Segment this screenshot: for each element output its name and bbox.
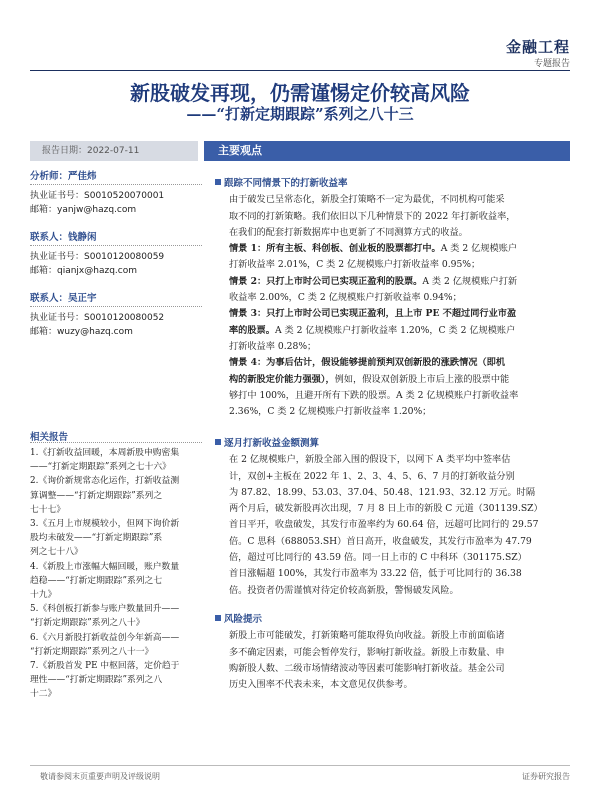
related-reports-list	[30, 446, 200, 702]
bold-text: 情景 1：所有主板、科创板、创业板的股票都打中。	[229, 243, 441, 255]
scenario-line	[229, 339, 568, 355]
scenario-line	[229, 306, 568, 322]
report-type: 专题报告	[533, 59, 570, 69]
section-title	[215, 612, 568, 628]
related-line[interactable]: ——“打新定期跟踪”系列之七十六》	[30, 462, 171, 473]
bold-text: 情景 3：只打上市时公司已实现正盈利，且上市 PE 不超过同行业市盈	[229, 308, 517, 320]
body-line: 在 2 亿规模账户，新股全部入围的假设下，以网下 A 类平均中签率估	[229, 454, 511, 466]
footer-divider	[30, 765, 570, 766]
plain-text: A 类 2 亿规模账户打新收益率 1.20%，C 类 2 亿规模账户	[274, 324, 516, 336]
intro-line: 由于破发已呈常态化，新股全打策略不一定为最优，不同机构可能采	[229, 194, 505, 206]
analyst-block	[30, 290, 202, 339]
bullet-square-icon	[215, 179, 221, 185]
scenario-line	[229, 274, 568, 290]
analyst-email[interactable]: 邮箱：wuzy@hazq.com	[30, 327, 133, 337]
scenario-line	[229, 404, 568, 420]
bold-text: 情景 2：只打上市时公司已实现正盈利的股票。	[229, 275, 423, 287]
related-line[interactable]: 十二》	[30, 689, 57, 700]
related-line[interactable]: 七十七》	[30, 504, 66, 515]
related-line[interactable]: 理性——“打新定期跟踪”系列之八	[30, 675, 163, 686]
footer-label: 证券研究报告	[522, 772, 570, 781]
header-divider	[30, 70, 570, 71]
bullet-square-icon	[215, 439, 221, 445]
scenario-line	[229, 388, 568, 404]
related-line[interactable]: 3.《五月上市规模较小，但网下询价新	[30, 519, 180, 530]
body-line: 首日平开，收盘破发，其发行市盈率约为 60.64 倍，远超可比同行的 29.57	[229, 519, 539, 531]
section-title-text: 逐月打新收益金额测算	[224, 438, 320, 449]
bold-text: 构的新股定价能力强强），	[229, 373, 335, 385]
related-line[interactable]: 7.《新股首发 PE 中枢回落，定价趋于	[30, 661, 180, 672]
related-line[interactable]: 4.《新股上市涨幅大幅回暖，账户数量	[30, 561, 180, 572]
analyst-email[interactable]: 邮箱：yanjw@hazq.com	[30, 205, 137, 215]
section-tracking	[215, 176, 568, 420]
analyst-block	[30, 168, 202, 217]
report-date-bar: 报告日期：2022-07-11	[30, 141, 198, 161]
related-line[interactable]: 算调整——“打新定期跟踪”系列之	[30, 490, 163, 501]
related-line[interactable]: 十九》	[30, 590, 57, 601]
body-line: 倍。投资者仍需谨慎对待定价较高新股，警惕破发风险。	[229, 584, 459, 596]
plain-text: 打新收益率 2.01%，C 类 2 亿规模账户打新收益率 0.95%；	[229, 259, 481, 271]
body-line: 多不确定因素，可能会暂停发行，影响打新收益。新股上市数量、申	[229, 646, 505, 658]
report-title: 新股破发再现，仍需谨惕定价较高风险	[130, 81, 470, 105]
related-reports-title: 相关报告	[30, 432, 69, 443]
section-title	[215, 176, 568, 192]
body-line: 两个月后，破发新股再次出现，7 月 8 日上市的新股 C 元道（301139.SZ）	[229, 503, 543, 515]
bold-text: 率的股票。	[229, 324, 275, 336]
scenario-line	[229, 372, 568, 388]
plain-text: 例如，假设双创新股上市后上涨的股票中能	[334, 373, 510, 385]
related-line[interactable]: 2.《询价新规常态化运作，打新收益测	[30, 476, 180, 487]
related-line[interactable]: 6.《六月新股打新收益创今年新高——	[30, 632, 180, 643]
intro-line: 取不同的打新策略。我们依旧以下几种情景下的 2022 年打新收益率，	[229, 210, 516, 222]
related-line[interactable]: 1.《打新收益回暖，本周新股申购密集	[30, 448, 180, 458]
section-title-text: 跟踪不同情景下的打新收益率	[224, 178, 348, 189]
divider	[30, 245, 202, 246]
related-line[interactable]: 股均未破发——“打新定期跟踪”系	[30, 533, 163, 544]
body-line: 历史入围率不代表未来，本文意见仅供参考。	[229, 679, 413, 691]
analyst-sidebar	[30, 168, 202, 346]
related-line[interactable]: 趋稳——“打新定期跟踪”系列之七	[30, 575, 163, 586]
related-line[interactable]: 列之七十八》	[30, 547, 83, 558]
body-line: 倍。C 思科（688053.SH）首日高开，收盘破发，其发行市盈率为 47.79	[229, 535, 532, 547]
analyst-cert: 执业证书号：S0010520070001	[30, 191, 165, 201]
body-line: 计，双创+主板在 2022 年 1、2、3、4、5、6、7 月的打新收益分别	[229, 470, 515, 482]
analyst-email[interactable]: 邮箱：qianjx@hazq.com	[30, 266, 137, 276]
divider	[30, 306, 202, 307]
plain-text: 收益率 2.00%，C 类 2 亿规模账户打新收益率 0.94%；	[229, 292, 462, 304]
bullet-square-icon	[215, 615, 221, 621]
brand-label: 金融工程	[505, 38, 570, 56]
section-monthly	[215, 436, 568, 599]
body-line: 倍，超过可比同行的 43.59 倍。同一日上市的 C 中科环（301175.SZ）	[229, 552, 527, 564]
related-line[interactable]: 5.《科创板打新参与账户数量回升——	[30, 604, 180, 615]
analyst-block	[30, 229, 202, 278]
analyst-cert: 执业证书号：S0010120080052	[30, 313, 165, 323]
divider	[30, 184, 202, 185]
body-line: 为 87.82、18.99、53.03、37.04、50.48、121.93、32.12 万元。时隔	[229, 486, 536, 498]
plain-text: 够打中 100%，且避开所有下跌的股票。A 类 2 亿规模账户打新收益率	[229, 389, 519, 401]
report-subtitle: ——“打新定期跟踪”系列之八十三	[186, 105, 414, 123]
bold-text: 情景 4：为事后估计，假设能够提前预判双创新股的涨跌情况（即机	[229, 357, 506, 369]
body-line: 首日涨幅超 100%，其发行市盈率为 33.22 倍，低于可比同行的 36.38	[229, 568, 522, 580]
analyst-cert: 执业证书号：S0010120080059	[30, 252, 165, 262]
main-points-bar: 主要观点	[204, 141, 570, 161]
body-line: 新股上市可能破发，打新策略可能取得负向收益。新股上市前面临诸	[229, 630, 505, 642]
scenario-line	[229, 355, 568, 371]
analyst-name: 联系人：吴正宇	[30, 293, 97, 304]
intro-line: 在我们的配套打新数据库中也更新了不同测算方式的收益。	[229, 226, 468, 238]
plain-text: A 类 2 亿规模账户打新	[422, 275, 518, 287]
section-title	[215, 436, 568, 452]
scenario-line	[229, 257, 568, 273]
analyst-name: 联系人：钱静闲	[30, 232, 97, 243]
section-title-text: 风险提示	[224, 614, 263, 625]
body-line: 购新股人数、二级市场情绪波动等因素可能影响打新收益。基金公司	[229, 662, 505, 674]
plain-text: A 类 2 亿规模账户	[440, 243, 518, 255]
plain-text: 2.36%，C 类 2 亿规模账户打新收益率 1.20%；	[229, 406, 432, 418]
scenario-line	[229, 290, 568, 306]
divider	[30, 442, 202, 443]
analyst-name: 分析师：严佳炜	[30, 171, 97, 182]
plain-text: 打新收益率 0.28%；	[229, 340, 317, 352]
scenario-line	[229, 323, 568, 339]
footer-disclaimer: 敬请参阅末页重要声明及评级说明	[40, 772, 160, 781]
section-risk	[215, 612, 568, 693]
related-line[interactable]: “打新定期跟踪”系列之八十》	[30, 618, 145, 629]
scenario-line	[229, 241, 568, 257]
related-line[interactable]: “打新定期跟踪”系列之八十一》	[30, 646, 154, 657]
